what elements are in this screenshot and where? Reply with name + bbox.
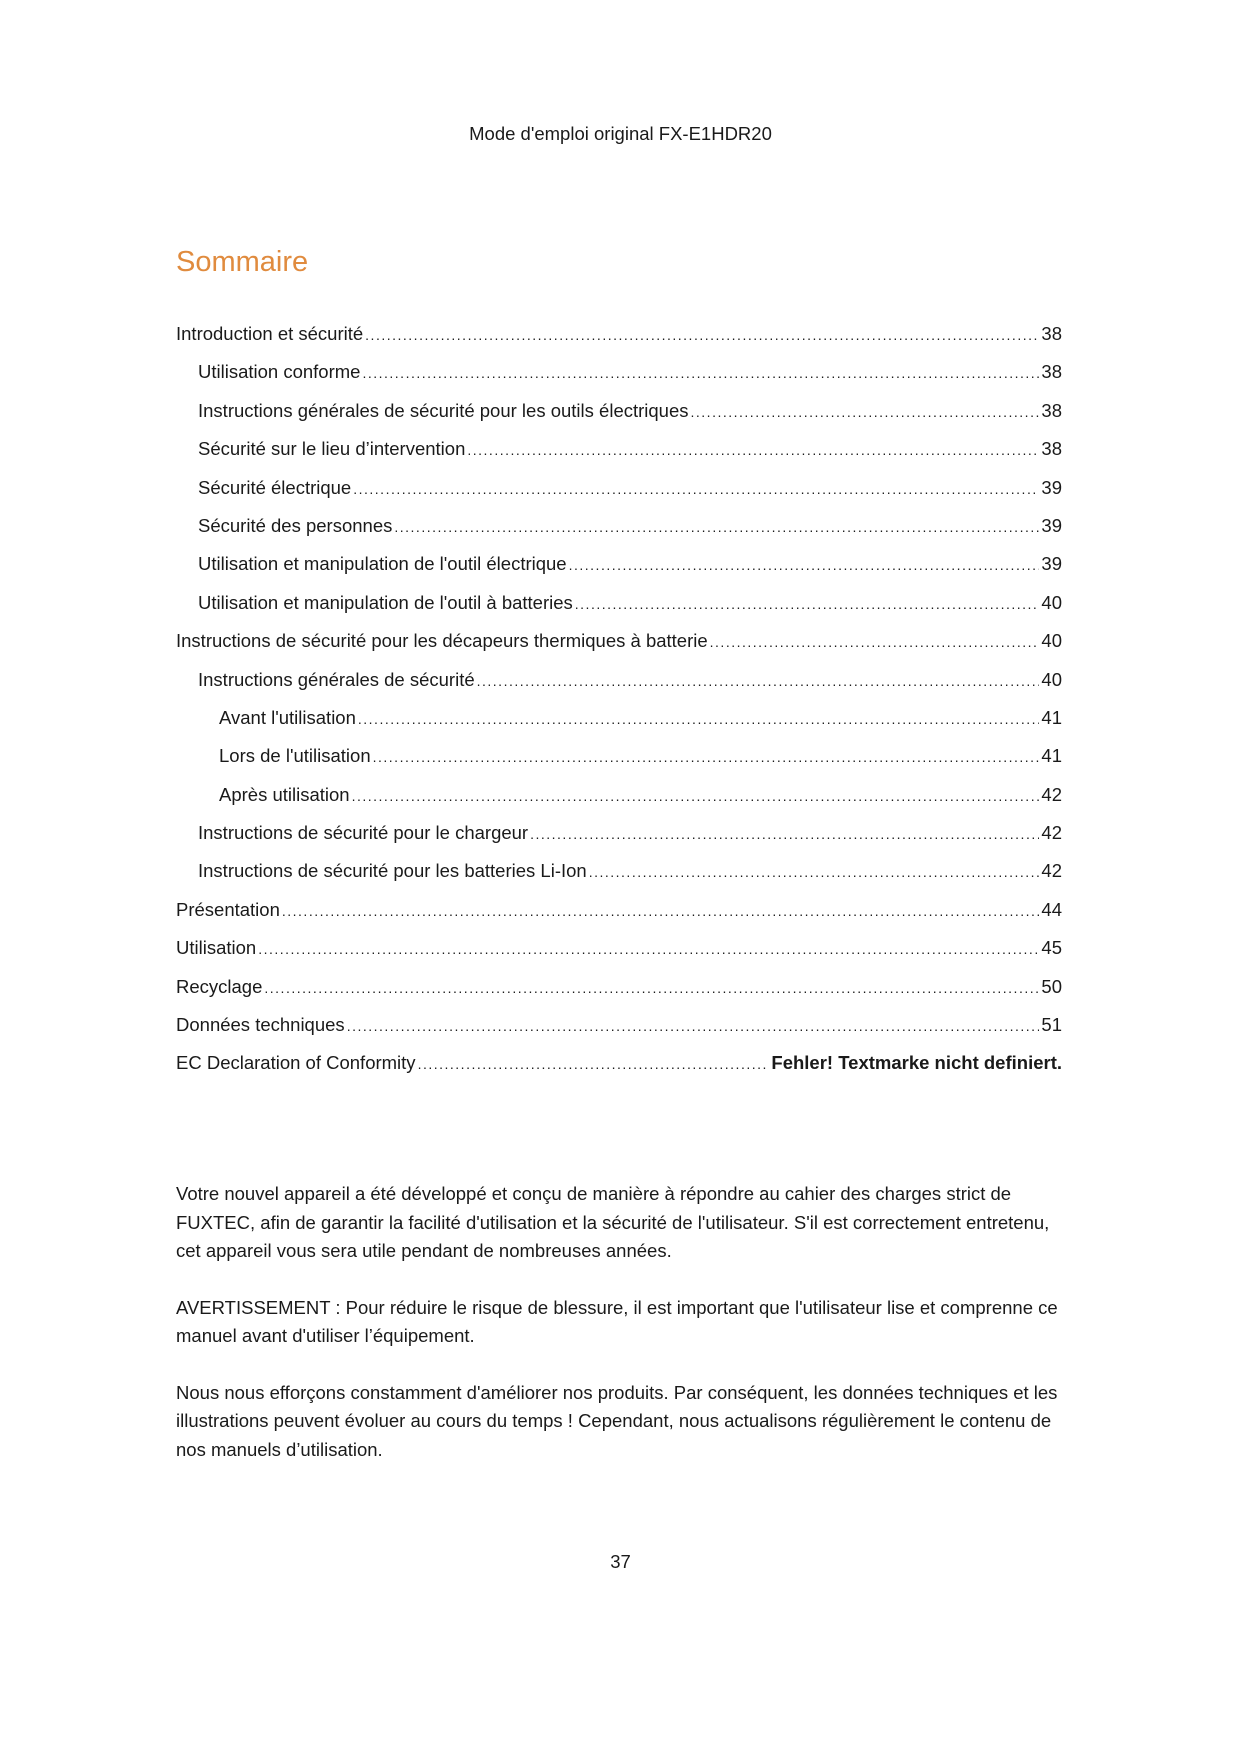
toc-heading: Sommaire: [176, 246, 309, 278]
toc-entry[interactable]: [176, 783, 1062, 821]
table-of-contents: [176, 322, 1062, 1090]
toc-entry-title: Utilisation: [176, 937, 257, 959]
toc-leader: [418, 1052, 770, 1076]
toc-entry-title: Utilisation et manipulation de l'outil électrique: [198, 553, 567, 575]
toc-entry-title: Instructions de sécurité pour le chargeur: [198, 822, 529, 844]
toc-leader: [467, 438, 1039, 462]
toc-entry-title: Données techniques: [176, 1014, 345, 1036]
toc-entry-page: 42: [1041, 822, 1062, 844]
toc-leader: [589, 860, 1040, 884]
toc-entry-page: 39: [1041, 553, 1062, 575]
toc-entry[interactable]: [176, 859, 1062, 897]
toc-leader: [282, 899, 1040, 923]
toc-entry-page: 40: [1041, 591, 1062, 613]
toc-entry-page: 38: [1041, 438, 1062, 460]
toc-entry-page: 40: [1041, 630, 1062, 652]
toc-leader: [365, 323, 1039, 347]
toc-entry-page: 41: [1041, 745, 1062, 767]
toc-entry-title: Avant l'utilisation: [219, 706, 356, 728]
toc-entry-title: Instructions générales de sécurité pour les outils électriques: [198, 399, 689, 421]
toc-entry-page: 39: [1041, 514, 1062, 536]
toc-entry[interactable]: [176, 821, 1062, 859]
toc-entry[interactable]: [176, 668, 1062, 706]
toc-entry[interactable]: [176, 591, 1062, 629]
page-header: Mode d'emploi original FX-E1HDR20: [469, 123, 772, 144]
toc-entry[interactable]: [176, 706, 1062, 744]
toc-entry-page: 51: [1041, 1014, 1062, 1036]
toc-entry-page: 45: [1041, 937, 1062, 959]
toc-leader: [362, 361, 1039, 385]
toc-leader: [353, 477, 1039, 501]
toc-entry[interactable]: [176, 437, 1062, 475]
toc-entry-page: 40: [1041, 668, 1062, 690]
toc-leader: [691, 400, 1040, 424]
toc-leader: [575, 592, 1040, 616]
toc-leader: [352, 784, 1040, 808]
toc-leader: [347, 1014, 1040, 1038]
toc-entry[interactable]: [176, 744, 1062, 782]
page-number: 37: [610, 1551, 631, 1572]
toc-entry-title: Sécurité électrique: [198, 476, 352, 498]
toc-entry-title: Recyclage: [176, 975, 263, 997]
toc-entry-title: Sécurité des personnes: [198, 514, 393, 536]
toc-entry[interactable]: [176, 936, 1062, 974]
toc-entry-page-error: Fehler! Textmarke nicht definiert.: [771, 1052, 1062, 1074]
toc-leader: [258, 937, 1039, 961]
toc-entry-title: Lors de l'utilisation: [219, 745, 371, 767]
intro-paragraph: Nous nous efforçons constamment d'améliorer nos produits. Par conséquent, les données techniques et les illustrations peuvent évoluer au cours du temps ! Cependant, nous actualisons régulièrement le contenu de nos manuels d’utilisation.: [176, 1381, 1058, 1460]
toc-entry[interactable]: [176, 1051, 1062, 1089]
toc-entry-page: 39: [1041, 476, 1062, 498]
warning-paragraph: AVERTISSEMENT : Pour réduire le risque de blessure, il est important que l'utilisateur lise et comprenne ce manuel avant d'utiliser l’équipement.: [176, 1296, 1058, 1346]
toc-entry-page: 50: [1041, 975, 1062, 997]
toc-entry-page: 38: [1041, 361, 1062, 383]
toc-entry[interactable]: [176, 322, 1062, 360]
toc-leader: [530, 822, 1039, 846]
toc-entry-title: Instructions de sécurité pour les décapeurs thermiques à batterie: [176, 630, 708, 652]
toc-leader: [569, 553, 1040, 577]
toc-entry[interactable]: [176, 399, 1062, 437]
toc-leader: [394, 515, 1039, 539]
toc-entry-page: 44: [1041, 898, 1062, 920]
toc-entry[interactable]: [176, 629, 1062, 667]
toc-entry-page: 42: [1041, 860, 1062, 882]
toc-entry-title: Instructions de sécurité pour les batteries Li-Ion: [198, 860, 587, 882]
toc-entry-title: Sécurité sur le lieu d’intervention: [198, 438, 466, 460]
toc-entry-title: Après utilisation: [219, 783, 350, 805]
toc-entry[interactable]: [176, 898, 1062, 936]
toc-leader: [264, 976, 1039, 1000]
toc-entry-page: 38: [1041, 323, 1062, 344]
intro-paragraph: Votre nouvel appareil a été développé et conçu de manière à répondre au cahier des charges strict de FUXTEC, afin de garantir la facilité d'utilisation et la sécurité de l'utilisateur. S'il est correctement entretenu, cet appareil vous sera utile pendant de nombreuses années.: [176, 1183, 1050, 1261]
toc-entry-title: Utilisation conforme: [198, 361, 361, 383]
toc-entry-page: 42: [1041, 783, 1062, 805]
toc-leader: [358, 707, 1040, 731]
toc-leader: [373, 745, 1040, 769]
toc-entry-title: Présentation: [176, 898, 280, 920]
toc-entry[interactable]: [176, 552, 1062, 590]
toc-entry-page: 41: [1041, 706, 1062, 728]
toc-entry[interactable]: [176, 975, 1062, 1013]
intro-text: [176, 1180, 1066, 1492]
toc-leader: [710, 630, 1040, 654]
toc-entry[interactable]: [176, 1013, 1062, 1051]
toc-entry[interactable]: [176, 514, 1062, 552]
toc-entry[interactable]: [176, 476, 1062, 514]
toc-entry[interactable]: [176, 360, 1062, 398]
toc-entry-title: EC Declaration of Conformity: [176, 1052, 416, 1074]
toc-entry-page: 38: [1041, 399, 1062, 421]
toc-entry-title: Utilisation et manipulation de l'outil à batteries: [198, 591, 573, 613]
toc-entry-title: Introduction et sécurité: [176, 323, 364, 344]
toc-entry-title: Instructions générales de sécurité: [198, 668, 475, 690]
toc-leader: [477, 669, 1040, 693]
